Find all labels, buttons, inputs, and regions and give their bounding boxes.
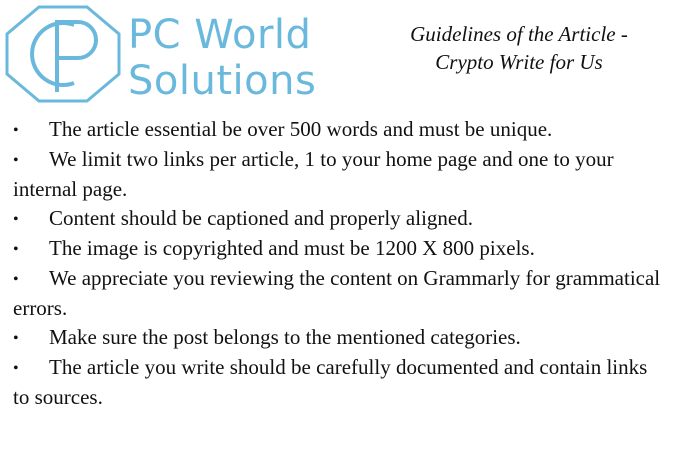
guideline-text: Make sure the post belongs to the mentioned categories. — [49, 325, 521, 349]
guideline-item — [13, 234, 663, 264]
bullet-icon: • — [13, 360, 19, 377]
bullet-icon: • — [13, 330, 19, 347]
guideline-text: We appreciate you reviewing the content on Grammarly for grammatical errors. — [13, 266, 661, 320]
guidelines-title-line-2: Crypto Write for Us — [435, 50, 603, 74]
guideline-item — [13, 204, 663, 234]
guideline-text: The image is copyrighted and must be 1200 X 800 pixels. — [49, 236, 535, 260]
guideline-item — [13, 323, 663, 353]
guideline-item — [13, 115, 663, 145]
guideline-text: We limit two links per article, 1 to your home page and one to your internal page. — [13, 147, 614, 201]
guideline-item — [13, 264, 663, 323]
header — [0, 0, 700, 110]
bullet-icon: • — [13, 152, 19, 169]
guidelines-title-line-1: Guidelines of the Article - — [410, 22, 628, 46]
guideline-text: Content should be captioned and properly aligned. — [49, 206, 473, 230]
pc-monogram-octagon-icon — [4, 4, 122, 104]
bullet-icon: • — [13, 211, 19, 228]
bullet-icon: • — [13, 122, 19, 139]
guidelines-title — [374, 20, 664, 76]
brand-name-line-2: Solutions — [128, 58, 317, 104]
guideline-text: The article essential be over 500 words and must be unique. — [49, 117, 553, 141]
guidelines-list — [13, 115, 663, 412]
bullet-icon: • — [13, 271, 19, 288]
guideline-item — [13, 353, 663, 412]
guideline-item — [13, 145, 663, 204]
brand-name-line-1: PC World — [128, 12, 312, 58]
guideline-text: The article you write should be carefully documented and contain links to sources. — [13, 355, 648, 409]
bullet-icon: • — [13, 241, 19, 258]
brand-name — [128, 12, 316, 104]
